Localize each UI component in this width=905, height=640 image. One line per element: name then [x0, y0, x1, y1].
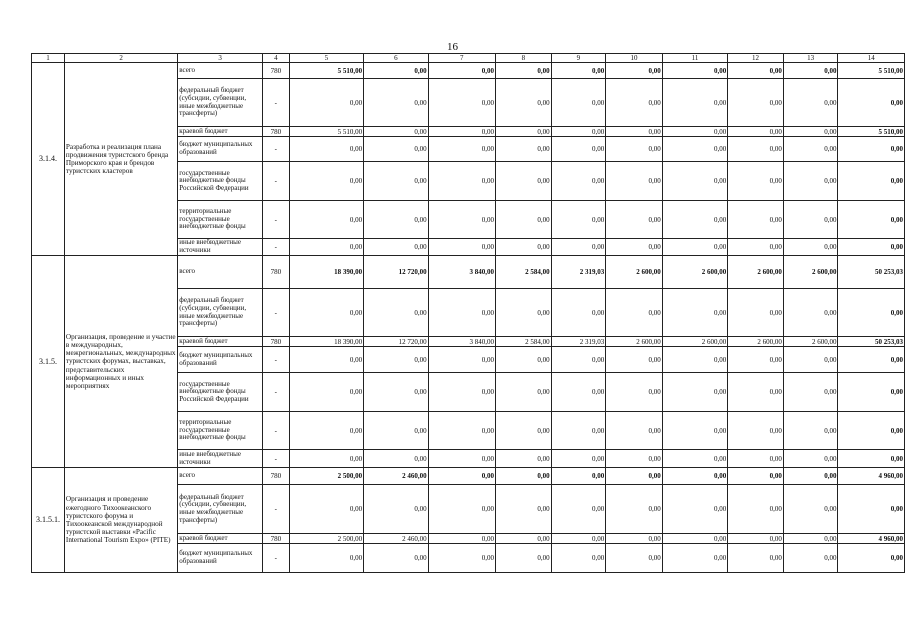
value-cell: 0,00	[728, 137, 784, 162]
value-cell: 0,00	[551, 137, 606, 162]
value-cell: 0,00	[551, 373, 606, 412]
value-cell: 0,00	[428, 289, 495, 337]
value-cell: 0,00	[496, 412, 552, 450]
value-cell: 0,00	[728, 162, 784, 201]
value-cell: 2 584,00	[496, 337, 552, 347]
value-cell: 0,00	[662, 544, 727, 573]
funding-source: государственные внебюджетные фонды Российской Федерации	[178, 373, 263, 412]
value-cell: 0,00	[783, 373, 838, 412]
value-cell: 5 510,00	[289, 63, 363, 79]
total-cell: 4 960,00	[838, 468, 905, 485]
column-number-cell: 9	[551, 54, 606, 63]
total-cell: 0,00	[838, 450, 905, 468]
value-cell: 0,00	[496, 239, 552, 256]
grbs-code: 780	[262, 468, 289, 485]
value-cell: 0,00	[662, 289, 727, 337]
value-cell: 0,00	[728, 239, 784, 256]
funding-source: бюджет муниципальных образований	[178, 137, 263, 162]
value-cell: 2 600,00	[728, 256, 784, 289]
total-cell: 50 253,03	[838, 256, 905, 289]
grbs-code: 780	[262, 337, 289, 347]
value-cell: 0,00	[551, 534, 606, 544]
total-cell: 0,00	[838, 162, 905, 201]
total-cell: 0,00	[838, 239, 905, 256]
funding-source: краевой бюджет	[178, 127, 263, 137]
value-cell: 0,00	[496, 373, 552, 412]
value-cell: 0,00	[364, 485, 428, 534]
value-cell: 0,00	[606, 127, 663, 137]
value-cell: 0,00	[783, 127, 838, 137]
value-cell: 0,00	[289, 347, 363, 373]
grbs-code: -	[262, 239, 289, 256]
funding-source: краевой бюджет	[178, 534, 263, 544]
funding-source: территориальные государственные внебюджетные фонды	[178, 201, 263, 239]
value-cell: 0,00	[783, 289, 838, 337]
value-cell: 0,00	[728, 63, 784, 79]
grbs-code: -	[262, 412, 289, 450]
value-cell: 0,00	[364, 347, 428, 373]
total-cell: 0,00	[838, 347, 905, 373]
page-number: 16	[447, 41, 458, 53]
column-number-cell: 7	[428, 54, 495, 63]
value-cell: 0,00	[496, 347, 552, 373]
value-cell: 0,00	[783, 544, 838, 573]
value-cell: 0,00	[551, 79, 606, 127]
value-cell: 0,00	[289, 450, 363, 468]
value-cell: 0,00	[662, 373, 727, 412]
grbs-code: -	[262, 485, 289, 534]
value-cell: 0,00	[428, 127, 495, 137]
value-cell: 0,00	[496, 289, 552, 337]
value-cell: 0,00	[606, 534, 663, 544]
funding-source: краевой бюджет	[178, 337, 263, 347]
value-cell: 0,00	[728, 289, 784, 337]
value-cell: 5 510,00	[289, 127, 363, 137]
value-cell: 0,00	[289, 239, 363, 256]
value-cell: 0,00	[364, 289, 428, 337]
value-cell: 0,00	[728, 127, 784, 137]
value-cell: 0,00	[606, 468, 663, 485]
grbs-code: 780	[262, 256, 289, 289]
value-cell: 0,00	[606, 79, 663, 127]
value-cell: 0,00	[783, 468, 838, 485]
grbs-code: -	[262, 347, 289, 373]
value-cell: 0,00	[662, 412, 727, 450]
funding-source: всего	[178, 63, 263, 79]
value-cell: 2 600,00	[783, 256, 838, 289]
value-cell: 0,00	[428, 239, 495, 256]
column-number-row	[32, 54, 905, 63]
value-cell: 2 319,03	[551, 256, 606, 289]
funding-source: государственные внебюджетные фонды Российской Федерации	[178, 162, 263, 201]
value-cell: 0,00	[551, 162, 606, 201]
column-number-cell: 12	[728, 54, 784, 63]
grbs-code: -	[262, 289, 289, 337]
total-cell: 50 253,03	[838, 337, 905, 347]
value-cell: 0,00	[551, 127, 606, 137]
value-cell: 0,00	[364, 201, 428, 239]
grbs-code: 780	[262, 63, 289, 79]
value-cell: 0,00	[728, 485, 784, 534]
funding-source: иные внебюджетные источники	[178, 239, 263, 256]
value-cell: 0,00	[428, 79, 495, 127]
value-cell: 2 460,00	[364, 468, 428, 485]
value-cell: 2 600,00	[662, 256, 727, 289]
value-cell: 0,00	[289, 162, 363, 201]
grbs-code: 780	[262, 127, 289, 137]
funding-source: бюджет муниципальных образований	[178, 544, 263, 573]
value-cell: 0,00	[496, 201, 552, 239]
value-cell: 0,00	[551, 201, 606, 239]
value-cell: 0,00	[728, 347, 784, 373]
total-cell: 0,00	[838, 373, 905, 412]
value-cell: 0,00	[783, 412, 838, 450]
value-cell: 0,00	[662, 137, 727, 162]
value-cell: 0,00	[551, 544, 606, 573]
value-cell: 0,00	[606, 450, 663, 468]
funding-source: федеральный бюджет (субсидии, субвенции, иные межбюджетные трансферты)	[178, 485, 263, 534]
budget-table	[31, 53, 905, 573]
total-cell: 4 960,00	[838, 534, 905, 544]
measure-code: 3.1.4.	[32, 63, 65, 256]
value-cell: 0,00	[496, 468, 552, 485]
value-cell: 0,00	[606, 373, 663, 412]
value-cell: 12 720,00	[364, 337, 428, 347]
value-cell: 0,00	[606, 162, 663, 201]
value-cell: 2 460,00	[364, 534, 428, 544]
value-cell: 0,00	[728, 450, 784, 468]
value-cell: 0,00	[551, 450, 606, 468]
value-cell: 0,00	[728, 373, 784, 412]
value-cell: 0,00	[662, 63, 727, 79]
value-cell: 0,00	[364, 412, 428, 450]
grbs-code: -	[262, 162, 289, 201]
value-cell: 2 600,00	[606, 256, 663, 289]
value-cell: 0,00	[496, 63, 552, 79]
total-cell: 0,00	[838, 289, 905, 337]
value-cell: 3 840,00	[428, 337, 495, 347]
column-number-cell: 5	[289, 54, 363, 63]
value-cell: 0,00	[289, 137, 363, 162]
measure-code: 3.1.5.	[32, 256, 65, 468]
value-cell: 0,00	[364, 127, 428, 137]
grbs-code: -	[262, 544, 289, 573]
value-cell: 0,00	[728, 544, 784, 573]
value-cell: 0,00	[428, 412, 495, 450]
value-cell: 0,00	[496, 79, 552, 127]
value-cell: 2 584,00	[496, 256, 552, 289]
value-cell: 0,00	[662, 79, 727, 127]
value-cell: 0,00	[428, 544, 495, 573]
value-cell: 0,00	[428, 63, 495, 79]
value-cell: 18 390,00	[289, 256, 363, 289]
value-cell: 0,00	[606, 201, 663, 239]
value-cell: 0,00	[289, 544, 363, 573]
value-cell: 0,00	[289, 373, 363, 412]
column-number-cell: 6	[364, 54, 428, 63]
measure-code: 3.1.5.1.	[32, 468, 65, 573]
value-cell: 0,00	[364, 137, 428, 162]
table-row	[32, 256, 905, 289]
value-cell: 0,00	[428, 137, 495, 162]
value-cell: 0,00	[551, 468, 606, 485]
column-number-cell: 4	[262, 54, 289, 63]
value-cell: 0,00	[364, 239, 428, 256]
value-cell: 0,00	[662, 239, 727, 256]
value-cell: 0,00	[428, 373, 495, 412]
funding-source: всего	[178, 468, 263, 485]
value-cell: 0,00	[662, 485, 727, 534]
value-cell: 2 600,00	[783, 337, 838, 347]
column-number-cell: 3	[178, 54, 263, 63]
grbs-code: -	[262, 79, 289, 127]
value-cell: 2 600,00	[728, 337, 784, 347]
value-cell: 0,00	[551, 485, 606, 534]
value-cell: 0,00	[496, 485, 552, 534]
value-cell: 0,00	[662, 534, 727, 544]
value-cell: 2 319,03	[551, 337, 606, 347]
value-cell: 2 500,00	[289, 468, 363, 485]
funding-source: бюджет муниципальных образований	[178, 347, 263, 373]
column-number-cell: 10	[606, 54, 663, 63]
value-cell: 2 600,00	[606, 337, 663, 347]
value-cell: 0,00	[783, 347, 838, 373]
value-cell: 0,00	[289, 201, 363, 239]
value-cell: 0,00	[606, 412, 663, 450]
value-cell: 0,00	[289, 485, 363, 534]
value-cell: 0,00	[364, 544, 428, 573]
value-cell: 0,00	[662, 127, 727, 137]
value-cell: 0,00	[428, 347, 495, 373]
measure-name: Организация и проведение ежегодного Тихоокеанского туристского форума и Тихоокеанской международной туристской выставки «Pacific International Tourism Expo» (PITE)	[64, 468, 177, 573]
value-cell: 0,00	[496, 534, 552, 544]
column-number-cell: 11	[662, 54, 727, 63]
value-cell: 0,00	[428, 485, 495, 534]
value-cell: 0,00	[364, 79, 428, 127]
value-cell: 0,00	[551, 289, 606, 337]
value-cell: 0,00	[428, 468, 495, 485]
total-cell: 0,00	[838, 412, 905, 450]
value-cell: 0,00	[728, 79, 784, 127]
funding-source: федеральный бюджет (субсидии, субвенции, иные межбюджетные трансферты)	[178, 289, 263, 337]
total-cell: 0,00	[838, 544, 905, 573]
total-cell: 0,00	[838, 201, 905, 239]
value-cell: 0,00	[428, 162, 495, 201]
value-cell: 0,00	[428, 201, 495, 239]
value-cell: 0,00	[606, 544, 663, 573]
value-cell: 0,00	[606, 63, 663, 79]
funding-source: иные внебюджетные источники	[178, 450, 263, 468]
total-cell: 5 510,00	[838, 127, 905, 137]
value-cell: 0,00	[428, 450, 495, 468]
measure-name: Разработка и реализация плана продвижения туристского бренда Приморского края и брендов туристских кластеров	[64, 63, 177, 256]
column-number-cell: 8	[496, 54, 552, 63]
value-cell: 0,00	[606, 137, 663, 162]
column-number-cell: 13	[783, 54, 838, 63]
funding-source: территориальные государственные внебюджетные фонды	[178, 412, 263, 450]
value-cell: 0,00	[551, 412, 606, 450]
value-cell: 0,00	[289, 289, 363, 337]
total-cell: 0,00	[838, 79, 905, 127]
value-cell: 0,00	[783, 137, 838, 162]
value-cell: 12 720,00	[364, 256, 428, 289]
value-cell: 0,00	[496, 137, 552, 162]
column-number-cell: 14	[838, 54, 905, 63]
value-cell: 3 840,00	[428, 256, 495, 289]
value-cell: 0,00	[606, 239, 663, 256]
funding-source: федеральный бюджет (субсидии, субвенции, иные межбюджетные трансферты)	[178, 79, 263, 127]
value-cell: 0,00	[289, 79, 363, 127]
value-cell: 0,00	[364, 373, 428, 412]
value-cell: 0,00	[783, 201, 838, 239]
value-cell: 0,00	[551, 347, 606, 373]
value-cell: 0,00	[662, 468, 727, 485]
value-cell: 0,00	[783, 450, 838, 468]
value-cell: 0,00	[662, 347, 727, 373]
value-cell: 0,00	[728, 201, 784, 239]
value-cell: 0,00	[783, 534, 838, 544]
column-number-cell: 1	[32, 54, 65, 63]
table-row	[32, 63, 905, 79]
value-cell: 0,00	[496, 544, 552, 573]
value-cell: 0,00	[783, 63, 838, 79]
grbs-code: -	[262, 450, 289, 468]
value-cell: 0,00	[551, 63, 606, 79]
value-cell: 0,00	[496, 450, 552, 468]
value-cell: 0,00	[662, 450, 727, 468]
value-cell: 0,00	[551, 239, 606, 256]
value-cell: 0,00	[783, 79, 838, 127]
value-cell: 0,00	[428, 534, 495, 544]
value-cell: 0,00	[496, 127, 552, 137]
table-row	[32, 468, 905, 485]
value-cell: 0,00	[606, 485, 663, 534]
value-cell: 0,00	[364, 63, 428, 79]
value-cell: 0,00	[728, 534, 784, 544]
value-cell: 0,00	[783, 485, 838, 534]
value-cell: 0,00	[289, 412, 363, 450]
value-cell: 2 600,00	[662, 337, 727, 347]
grbs-code: -	[262, 201, 289, 239]
total-cell: 0,00	[838, 137, 905, 162]
value-cell: 0,00	[364, 450, 428, 468]
value-cell: 0,00	[783, 239, 838, 256]
value-cell: 0,00	[606, 347, 663, 373]
grbs-code: -	[262, 373, 289, 412]
value-cell: 0,00	[662, 201, 727, 239]
value-cell: 0,00	[783, 162, 838, 201]
grbs-code: -	[262, 137, 289, 162]
measure-name: Организация, проведение и участие в международных, межрегиональных, международных туристских форумах, выставках, представительских информационных и иных мероприятиях	[64, 256, 177, 468]
value-cell: 18 390,00	[289, 337, 363, 347]
value-cell: 0,00	[606, 289, 663, 337]
total-cell: 5 510,00	[838, 63, 905, 79]
value-cell: 0,00	[728, 468, 784, 485]
grbs-code: 780	[262, 534, 289, 544]
funding-source: всего	[178, 256, 263, 289]
value-cell: 0,00	[728, 412, 784, 450]
value-cell: 0,00	[662, 162, 727, 201]
value-cell: 0,00	[364, 162, 428, 201]
column-number-cell: 2	[64, 54, 177, 63]
total-cell: 0,00	[838, 485, 905, 534]
value-cell: 2 500,00	[289, 534, 363, 544]
value-cell: 0,00	[496, 162, 552, 201]
